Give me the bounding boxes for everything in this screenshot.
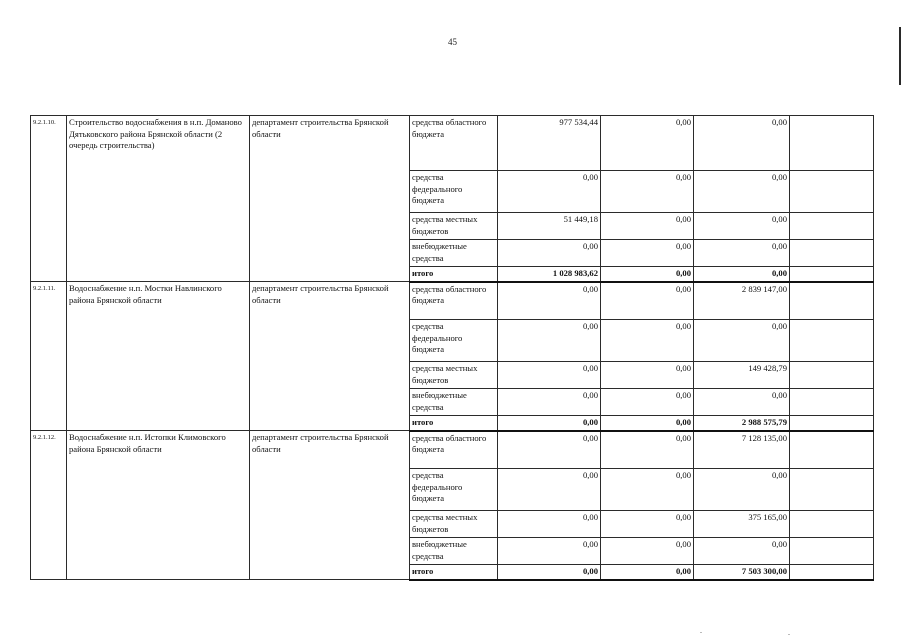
amount-cell: 0,00: [601, 240, 694, 267]
total-amount: 2 988 575,79: [694, 416, 790, 431]
empty-cell: [790, 565, 874, 580]
amount-cell: 0,00: [498, 511, 601, 538]
total-amount: 0,00: [498, 416, 601, 431]
amount-cell: 0,00: [694, 116, 790, 171]
project-code: 9.2.1.10.: [31, 116, 67, 282]
amount-cell: 0,00: [694, 469, 790, 511]
amount-cell: 0,00: [601, 538, 694, 565]
table-row: [31, 431, 874, 469]
project-executor: департамент строительства Брянской области: [250, 431, 410, 580]
project-code: 9.2.1.12.: [31, 431, 67, 580]
amount-cell: 0,00: [694, 171, 790, 213]
total-amount: 0,00: [601, 267, 694, 282]
project-code: 9.2.1.11.: [31, 282, 67, 431]
funding-source: внебюджетные средства: [410, 240, 498, 267]
scan-speck: [788, 634, 790, 635]
amount-cell: 0,00: [601, 116, 694, 171]
amount-cell: 0,00: [498, 431, 601, 469]
budget-table: [30, 115, 874, 581]
amount-cell: 0,00: [498, 389, 601, 416]
empty-cell: [790, 362, 874, 389]
amount-cell: 7 128 135,00: [694, 431, 790, 469]
amount-cell: 51 449,18: [498, 213, 601, 240]
empty-cell: [790, 431, 874, 469]
total-amount: 7 503 300,00: [694, 565, 790, 580]
amount-cell: 0,00: [601, 320, 694, 362]
amount-cell: 0,00: [694, 320, 790, 362]
amount-cell: 0,00: [694, 240, 790, 267]
funding-source: средства областного бюджета: [410, 116, 498, 171]
total-label: итого: [410, 267, 498, 282]
amount-cell: 977 534,44: [498, 116, 601, 171]
empty-cell: [790, 511, 874, 538]
empty-cell: [790, 469, 874, 511]
scan-edge-mark: [899, 27, 901, 85]
amount-cell: 0,00: [601, 389, 694, 416]
amount-cell: 0,00: [601, 362, 694, 389]
project-name: Водоснабжение н.п. Мостки Навлинского района Брянской области: [67, 282, 250, 431]
project-executor: департамент строительства Брянской области: [250, 282, 410, 431]
amount-cell: 0,00: [694, 213, 790, 240]
project-name: Водоснабжение н.п. Истопки Климовского района Брянской области: [67, 431, 250, 580]
total-label: итого: [410, 565, 498, 580]
funding-source: средства местных бюджетов: [410, 362, 498, 389]
scan-speck: [700, 632, 702, 633]
funding-source: средства федерального бюджета: [410, 320, 498, 362]
amount-cell: 0,00: [498, 320, 601, 362]
empty-cell: [790, 282, 874, 320]
total-amount: 1 028 983,62: [498, 267, 601, 282]
funding-source: средства местных бюджетов: [410, 511, 498, 538]
project-name: Строительство водоснабжения в н.п. Доманово Дятьковского района Брянской области (2 очередь строительства): [67, 116, 250, 282]
page-number: 45: [448, 37, 457, 47]
funding-source: средства федерального бюджета: [410, 171, 498, 213]
amount-cell: 0,00: [601, 511, 694, 538]
project-executor: департамент строительства Брянской области: [250, 116, 410, 282]
amount-cell: 0,00: [498, 171, 601, 213]
amount-cell: 0,00: [498, 240, 601, 267]
amount-cell: 2 839 147,00: [694, 282, 790, 320]
empty-cell: [790, 416, 874, 431]
empty-cell: [790, 116, 874, 171]
amount-cell: 0,00: [694, 538, 790, 565]
funding-source: внебюджетные средства: [410, 538, 498, 565]
empty-cell: [790, 213, 874, 240]
total-amount: 0,00: [601, 565, 694, 580]
funding-source: внебюджетные средства: [410, 389, 498, 416]
amount-cell: 149 428,79: [694, 362, 790, 389]
amount-cell: 0,00: [601, 469, 694, 511]
funding-source: средства областного бюджета: [410, 431, 498, 469]
empty-cell: [790, 389, 874, 416]
amount-cell: 375 165,00: [694, 511, 790, 538]
amount-cell: 0,00: [601, 282, 694, 320]
funding-source: средства местных бюджетов: [410, 213, 498, 240]
empty-cell: [790, 320, 874, 362]
table-row: [31, 116, 874, 171]
amount-cell: 0,00: [694, 389, 790, 416]
amount-cell: 0,00: [498, 469, 601, 511]
total-amount: 0,00: [498, 565, 601, 580]
table-row: [31, 282, 874, 320]
amount-cell: 0,00: [498, 538, 601, 565]
total-label: итого: [410, 416, 498, 431]
total-amount: 0,00: [694, 267, 790, 282]
total-amount: 0,00: [601, 416, 694, 431]
amount-cell: 0,00: [601, 171, 694, 213]
empty-cell: [790, 171, 874, 213]
empty-cell: [790, 240, 874, 267]
empty-cell: [790, 267, 874, 282]
amount-cell: 0,00: [601, 213, 694, 240]
funding-source: средства областного бюджета: [410, 282, 498, 320]
amount-cell: 0,00: [498, 282, 601, 320]
amount-cell: 0,00: [498, 362, 601, 389]
empty-cell: [790, 538, 874, 565]
amount-cell: 0,00: [601, 431, 694, 469]
funding-source: средства федерального бюджета: [410, 469, 498, 511]
